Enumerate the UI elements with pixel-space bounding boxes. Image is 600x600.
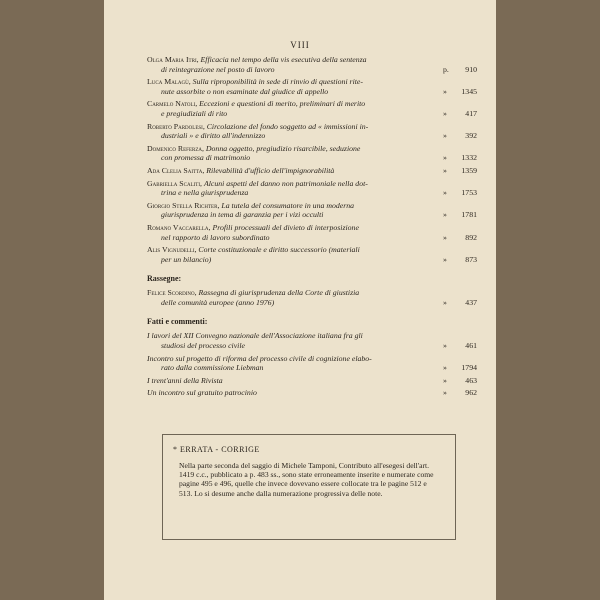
entry-page-number: 392 xyxy=(465,131,477,141)
entry-page-number: 417 xyxy=(465,108,477,118)
entry-page-number: 1794 xyxy=(461,363,477,373)
entry-title: Incontro sul progetto di riforma del processo civile di cognizione elabo- xyxy=(147,353,372,363)
entry-title: Un incontro sul gratuito patrocinio xyxy=(147,388,257,398)
index-entry xyxy=(147,179,477,198)
entry-page-ref xyxy=(443,376,477,386)
index-entry xyxy=(147,376,477,386)
entry-page-ref xyxy=(443,109,477,119)
entry-first-line xyxy=(147,388,441,398)
entry-author: Domenico Referza, xyxy=(147,143,204,153)
entry-author: Olga Maria Itri, xyxy=(147,55,199,64)
entry-page-number: 1753 xyxy=(461,188,477,198)
entry-title-continuation: e pregiudiziali di rito xyxy=(161,108,228,118)
entry-author: Felice Scordino, xyxy=(147,288,197,298)
entry-first-line xyxy=(147,201,441,211)
entry-title-continuation: trina e nella giurisprudenza xyxy=(161,188,249,198)
entry-title-continuation: giurisprudenza in tema di garanzia per i vizi occulti xyxy=(161,210,324,220)
entry-first-line xyxy=(147,245,441,255)
entry-page-mark: » xyxy=(443,108,447,118)
entry-page-mark: » xyxy=(443,188,447,198)
index-entry xyxy=(147,223,477,242)
entry-page-ref xyxy=(443,210,477,220)
entry-title-continuation: rato dalla commissione Liebman xyxy=(161,363,264,373)
entry-author: Ada Clelia Saitta, xyxy=(147,165,205,175)
index-entry xyxy=(147,77,477,96)
entry-first-line xyxy=(147,55,441,65)
entry-page-number: 463 xyxy=(465,375,477,385)
entry-title: Rassegna di giurisprudenza della Corte di giustizia xyxy=(198,288,360,298)
entry-first-line xyxy=(147,288,441,298)
index-entry xyxy=(147,166,477,176)
entry-page-ref xyxy=(443,87,477,97)
entry-page-mark: » xyxy=(443,165,447,175)
entry-first-line xyxy=(147,99,441,109)
entry-page-number: 1781 xyxy=(461,210,477,220)
entry-page-ref xyxy=(443,131,477,141)
entry-page-number: 910 xyxy=(465,64,477,74)
entry-page-number: 962 xyxy=(465,388,477,398)
entry-title-continuation: delle comunità europee (anno 1976) xyxy=(161,297,275,307)
entry-page-mark: » xyxy=(443,297,447,307)
entry-page-number: 1332 xyxy=(461,153,477,163)
entry-page-number: 873 xyxy=(465,254,477,264)
index-entry xyxy=(147,245,477,264)
entry-page-mark: p. xyxy=(443,64,449,74)
entry-page-number: 437 xyxy=(465,297,477,307)
entry-page-mark: » xyxy=(443,210,447,220)
entry-title-continuation: nute assorbite o non esaminate dal giudice di appello xyxy=(161,86,329,96)
entry-author: Giorgio Stella Richter, xyxy=(147,200,220,210)
entry-author: Luca Malagù, xyxy=(147,77,191,87)
index-entry xyxy=(147,144,477,163)
entry-page-ref xyxy=(443,341,477,351)
index-entry xyxy=(147,99,477,118)
entry-first-line xyxy=(147,144,441,154)
entry-page-number: 892 xyxy=(465,232,477,242)
entry-page-ref xyxy=(443,363,477,373)
entry-title-continuation: dustriali » e diritto all'indennizzo xyxy=(161,131,266,141)
entry-author: Roberto Pardolesi, xyxy=(147,121,205,131)
index-entry xyxy=(147,388,477,398)
rassegne-entry-list xyxy=(147,288,477,307)
entry-first-line xyxy=(147,376,441,386)
entry-title-continuation: con promessa di matrimonio xyxy=(161,153,251,163)
index-entry xyxy=(147,55,477,74)
main-entry-list xyxy=(147,55,477,264)
fatti-entry-list xyxy=(147,331,477,398)
entry-title: Corte costituzionale e diritto successorio (materiali xyxy=(198,245,360,255)
errata-box xyxy=(162,434,456,540)
entry-title-continuation: di reintegrazione nel posto di lavoro xyxy=(161,64,275,74)
entry-page-mark: » xyxy=(443,254,447,264)
section-heading-rassegne: Rassegne: xyxy=(147,274,182,284)
entry-author: Carmelo Natoli, xyxy=(147,99,198,109)
index-entry xyxy=(147,331,477,350)
entry-page-ref xyxy=(443,233,477,243)
entry-page-ref xyxy=(443,388,477,398)
entry-title: Circolazione del fondo soggetto ad « immissioni in- xyxy=(206,121,369,131)
entry-page-number: 1345 xyxy=(461,86,477,96)
entry-page-mark: » xyxy=(443,388,447,398)
entry-page-ref xyxy=(443,65,477,75)
entry-page-mark: » xyxy=(443,375,447,385)
entry-title: Eccezioni e questioni di merito, preliminari di merito xyxy=(199,99,366,109)
entry-title: Efficacia nel tempo della vis esecutiva della sentenza xyxy=(200,55,367,64)
entry-title: Profili processuali del divieto di interposizione xyxy=(212,222,359,232)
entry-first-line xyxy=(147,122,441,132)
index-entry xyxy=(147,201,477,220)
entry-first-line xyxy=(147,179,441,189)
entry-page-mark: » xyxy=(443,341,447,351)
entry-title-continuation: per un bilancio) xyxy=(161,254,212,264)
index-entries xyxy=(147,55,477,401)
entry-title-continuation: nel rapporto di lavoro subordinato xyxy=(161,232,270,242)
entry-title-continuation: studiosi del processo civile xyxy=(161,341,245,351)
entry-first-line xyxy=(147,223,441,233)
entry-page-ref xyxy=(443,255,477,265)
index-page xyxy=(104,0,496,600)
entry-page-mark: » xyxy=(443,131,447,141)
entry-author: Gabriella Scaliti, xyxy=(147,178,202,188)
entry-title: Alcuni aspetti del danno non patrimoniale nella dot- xyxy=(203,178,368,188)
entry-title: Rilevabilità d'ufficio dell'impignorabilità xyxy=(206,165,335,175)
entry-first-line xyxy=(147,354,441,364)
entry-title: La tutela del consumatore in una moderna xyxy=(221,200,355,210)
entry-page-ref xyxy=(443,166,477,176)
entry-author: Alis Vignudelli, xyxy=(147,245,197,255)
entry-first-line xyxy=(147,77,441,87)
section-heading-fatti: Fatti e commenti: xyxy=(147,317,208,327)
entry-page-mark: » xyxy=(443,86,447,96)
index-entry xyxy=(147,354,477,373)
entry-page-mark: » xyxy=(443,232,447,242)
entry-page-mark: » xyxy=(443,153,447,163)
entry-first-line xyxy=(147,166,441,176)
entry-first-line xyxy=(147,331,441,341)
entry-page-number: 461 xyxy=(465,341,477,351)
entry-title: I lavori del XII Convegno nazionale dell'Associazione italiana fra gli xyxy=(147,331,363,341)
entry-page-ref xyxy=(443,298,477,308)
errata-body: Nella parte seconda del saggio di Michele Tamponi, Contributo all'esegesi dell'art. 1419 c.c., pubblicato a p. 483 ss., sono state erroneamente inserite e numerate come pagine 495 e 496, quelle che invece dovevano essere collocate tra le pagine 512 e 513. Lo si desume anche dalla numerazione progressiva delle note. xyxy=(179,461,434,498)
entry-title: Donna oggetto, pregiudizio risarcibile, seduzione xyxy=(205,143,361,153)
entry-page-number: 1359 xyxy=(461,165,477,175)
entry-title: I trent'anni della Rivista xyxy=(147,375,223,385)
page-number: VIII xyxy=(290,40,310,50)
entry-title: Sulla riproponibilità in sede di rinvio di questioni rite- xyxy=(192,77,363,87)
entry-page-ref xyxy=(443,153,477,163)
errata-heading: * ERRATA - CORRIGE xyxy=(173,445,260,454)
index-entry xyxy=(147,288,477,307)
index-entry xyxy=(147,122,477,141)
entry-page-ref xyxy=(443,188,477,198)
entry-page-mark: » xyxy=(443,363,447,373)
entry-author: Romano Vaccarella, xyxy=(147,222,211,232)
